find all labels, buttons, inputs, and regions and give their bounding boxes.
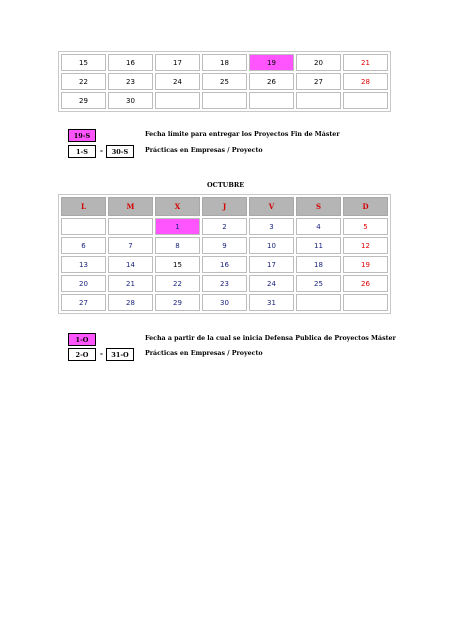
weekday-header: S: [296, 197, 341, 216]
day-cell: 4: [296, 218, 341, 235]
day-cell: 28: [108, 294, 153, 311]
day-cell: 11: [296, 237, 341, 254]
day-cell-sunday: 12: [343, 237, 388, 254]
day-cell-highlighted: 19: [249, 54, 294, 71]
day-cell: 17: [249, 256, 294, 273]
day-cell: 2: [202, 218, 247, 235]
day-cell: 18: [202, 54, 247, 71]
day-cell: 27: [61, 294, 106, 311]
day-cell: 22: [61, 73, 106, 90]
day-cell: 3: [249, 218, 294, 235]
day-cell: 23: [202, 275, 247, 292]
day-cell-sunday: 26: [343, 275, 388, 292]
day-cell: 22: [155, 275, 200, 292]
legend-period-end-box: 30-S: [106, 145, 134, 158]
legend-deadline-text: Fecha límite para entregar los Proyectos Fin de Máster: [145, 131, 340, 138]
table-row: [61, 237, 388, 254]
legend-defense-start-box: 1-O: [68, 333, 96, 346]
day-cell: 16: [108, 54, 153, 71]
day-cell: 29: [155, 294, 200, 311]
day-cell: 30: [202, 294, 247, 311]
day-cell: 15: [155, 256, 200, 273]
day-cell-sunday: 28: [343, 73, 388, 90]
day-cell: [202, 92, 247, 109]
day-cell: [155, 92, 200, 109]
day-cell: [343, 294, 388, 311]
day-cell: 17: [155, 54, 200, 71]
day-cell: 23: [108, 73, 153, 90]
day-cell: 25: [296, 275, 341, 292]
table-row: [61, 73, 388, 90]
weekday-header: D: [343, 197, 388, 216]
day-cell: 8: [155, 237, 200, 254]
day-cell: 10: [249, 237, 294, 254]
table-row: [61, 218, 388, 235]
day-cell: 30: [108, 92, 153, 109]
day-cell: 7: [108, 237, 153, 254]
day-cell: 26: [249, 73, 294, 90]
day-cell: 16: [202, 256, 247, 273]
legend-period-start-box: 2-O: [68, 348, 96, 361]
weekday-header: L: [61, 197, 106, 216]
table-row: [61, 275, 388, 292]
table-row: [61, 92, 388, 109]
legend-period-start-box: 1-S: [68, 145, 96, 158]
day-cell: 6: [61, 237, 106, 254]
day-cell: 18: [296, 256, 341, 273]
day-cell: 31: [249, 294, 294, 311]
legend-deadline-box: 19-S: [68, 129, 96, 142]
day-cell: [249, 92, 294, 109]
day-cell-sunday: 5: [343, 218, 388, 235]
month-title: OCTUBRE: [207, 181, 245, 189]
table-row: [61, 256, 388, 273]
day-cell: 20: [61, 275, 106, 292]
day-cell: [296, 294, 341, 311]
day-cell: 27: [296, 73, 341, 90]
weekday-header-row: [61, 197, 388, 216]
day-cell-sunday: 19: [343, 256, 388, 273]
day-cell: 29: [61, 92, 106, 109]
day-cell-highlighted: 1: [155, 218, 200, 235]
day-cell: [61, 218, 106, 235]
legend-dash: -: [100, 147, 103, 155]
day-cell: 24: [249, 275, 294, 292]
weekday-header: X: [155, 197, 200, 216]
october-calendar: [58, 194, 391, 314]
legend-period-text: Prácticas en Empresas / Proyecto: [145, 147, 263, 154]
day-cell: [108, 218, 153, 235]
legend-period-end-box: 31-O: [106, 348, 134, 361]
day-cell: 15: [61, 54, 106, 71]
day-cell: 24: [155, 73, 200, 90]
day-cell: 20: [296, 54, 341, 71]
legend-defense-text: Fecha a partir de la cual se inicia Defensa Publica de Proyectos Máster: [145, 335, 396, 342]
legend-period-text: Prácticas en Empresas / Proyecto: [145, 350, 263, 357]
day-cell: 21: [108, 275, 153, 292]
day-cell: [343, 92, 388, 109]
day-cell: 25: [202, 73, 247, 90]
weekday-header: V: [249, 197, 294, 216]
legend-dash: -: [100, 350, 103, 358]
september-calendar: [58, 51, 391, 112]
day-cell: 9: [202, 237, 247, 254]
table-row: [61, 54, 388, 71]
day-cell: 14: [108, 256, 153, 273]
day-cell: [296, 92, 341, 109]
day-cell-sunday: 21: [343, 54, 388, 71]
day-cell: 13: [61, 256, 106, 273]
table-row: [61, 294, 388, 311]
weekday-header: M: [108, 197, 153, 216]
weekday-header: J: [202, 197, 247, 216]
